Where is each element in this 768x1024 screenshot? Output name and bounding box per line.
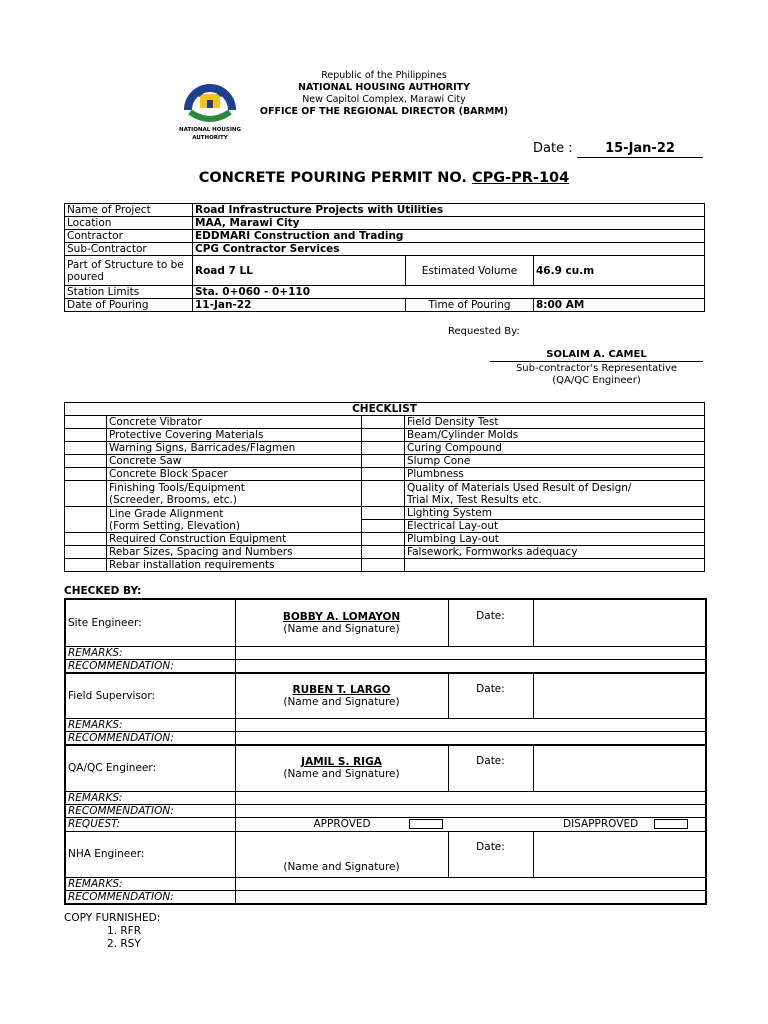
name-signature-caption: (Name and Signature) [283,695,400,708]
remarks-label: REMARKS: [65,646,235,659]
checklist-item: Field Density Test [405,416,705,429]
checkbox-cell[interactable] [65,442,107,455]
structure-part-value: Road 7 LL [193,256,406,286]
checkbox-cell[interactable] [65,507,107,533]
requester-name: SOLAIM A. CAMEL [490,349,703,362]
date-field[interactable] [533,831,706,877]
checkbox-cell[interactable] [362,442,405,455]
location-label: Location [65,217,193,230]
recommendation-field[interactable] [235,659,706,673]
checkbox-cell[interactable] [65,559,107,572]
recommendation-label: RECOMMENDATION: [65,804,235,817]
nha-logo-icon [180,76,240,126]
remarks-label: REMARKS: [65,791,235,804]
checklist-item-line: Line Grade Alignment [109,507,224,520]
nha-engineer-label: NHA Engineer: [65,831,235,877]
checkbox-cell[interactable] [362,481,405,507]
permit-title-prefix: CONCRETE POURING PERMIT NO. [198,170,472,186]
agency-name: NATIONAL HOUSING AUTHORITY [298,82,470,93]
contractor-value: EDDMARI Construction and Trading [193,230,705,243]
site-engineer-name: BOBBY A. LOMAYON [282,610,401,623]
subcontractor-label: Sub-Contractor [65,243,193,256]
remarks-field[interactable] [235,646,706,659]
checklist-item [107,481,362,507]
recommendation-label: RECOMMENDATION: [65,732,235,746]
project-name-label: Name of Project [65,204,193,217]
checklist-item [405,481,705,507]
checklist-item [405,559,705,572]
copy-furnished-label: COPY FURNISHED: [64,912,161,924]
subcontractor-value: CPG Contractor Services [193,243,705,256]
office-name: OFFICE OF THE REGIONAL DIRECTOR (BARMM) [259,106,509,117]
checkbox-cell[interactable] [362,559,405,572]
requester-role-line2: (QA/QC Engineer) [552,375,641,386]
remarks-field[interactable] [235,719,706,732]
letterhead [0,70,768,118]
site-engineer-label: Site Engineer: [65,599,235,646]
nha-logo [172,76,248,142]
qa-engineer-signature[interactable] [235,745,448,791]
checkbox-cell[interactable] [65,455,107,468]
nha-engineer-signature[interactable] [235,831,448,877]
checklist-item-line: Quality of Materials Used Result of Design/ [407,481,632,494]
signatures-table [64,598,707,905]
project-name-value: Road Infrastructure Projects with Utilities [193,204,705,217]
agency-address: New Capitol Complex, Marawi City [302,94,466,105]
pouring-date-label: Date of Pouring [65,299,193,312]
request-label: REQUEST: [65,817,235,831]
disapproved-label: DISAPPROVED [563,818,639,830]
requester-role-line1: Sub-contractor's Representative [515,363,678,374]
disapproved-option[interactable] [533,817,706,831]
date-label: Date: [448,745,533,791]
structure-part-label: Part of Structure to be poured [65,256,193,286]
requested-by-label: Requested By: [448,326,520,337]
estimated-volume-value: 46.9 cu.m [534,256,705,286]
checklist-item-line: (Screeder, Brooms, etc.) [109,493,237,506]
date-field[interactable] [533,599,706,646]
station-limits-value: Sta. 0+060 - 0+110 [193,286,705,299]
copy-item: 1. RFR [107,925,141,937]
remarks-field[interactable] [235,791,706,804]
checklist-item: Protective Covering Materials [107,429,362,442]
checklist-item: Concrete Saw [107,455,362,468]
checklist-title: CHECKLIST [65,403,705,416]
date-label: Date: [448,673,533,719]
name-signature-caption: (Name and Signature) [283,768,400,781]
date-value: 15-Jan-22 [577,141,703,158]
checklist-table [64,402,705,572]
checklist-item-line: (Form Setting, Elevation) [109,519,241,532]
checkbox-cell[interactable] [362,468,405,481]
checkbox-cell[interactable] [65,546,107,559]
checklist-item: Warning Signs, Barricades/Flagmen [107,442,362,455]
checklist-item: Lighting System [405,507,705,520]
permit-number: CPG-PR-104 [471,170,570,186]
checklist-item: Falsework, Formworks adequacy [405,546,705,559]
contractor-label: Contractor [65,230,193,243]
logo-caption-1: NATIONAL HOUSING [178,127,242,133]
qa-engineer-label: QA/QC Engineer: [65,745,235,791]
checklist-item: Required Construction Equipment [107,533,362,546]
checklist-item: Plumbing Lay-out [405,533,705,546]
checkbox-cell[interactable] [362,546,405,559]
recommendation-field[interactable] [235,732,706,746]
project-info-table [64,203,705,312]
checklist-item: Slump Cone [405,455,705,468]
field-supervisor-label: Field Supervisor: [65,673,235,719]
date-field[interactable] [533,745,706,791]
checklist-item-line: Finishing Tools/Equipment [109,481,245,494]
field-supervisor-signature[interactable] [235,673,448,719]
checkbox-cell[interactable] [65,429,107,442]
pouring-time-label: Time of Pouring [406,299,534,312]
name-signature-caption: (Name and Signature) [283,860,400,873]
qa-engineer-name: JAMIL S. RIGA [301,756,382,769]
site-engineer-signature[interactable] [235,599,448,646]
checklist-item: Rebar installation requirements [107,559,362,572]
requester-role [490,363,703,387]
approved-label: APPROVED [313,818,371,830]
logo-caption-2: AUTHORITY [192,135,228,141]
checkbox-cell[interactable] [362,507,405,520]
checklist-item: Concrete Vibrator [107,416,362,429]
checkbox-cell[interactable] [65,481,107,507]
checkbox-cell[interactable] [65,416,107,429]
pouring-date-value: 11-Jan-22 [193,299,406,312]
name-signature-caption: (Name and Signature) [283,622,400,635]
checklist-item [107,507,362,533]
checkbox-cell[interactable] [362,520,405,533]
remarks-field[interactable] [235,877,706,890]
checkbox-cell[interactable] [362,455,405,468]
checklist-item: Plumbness [405,468,705,481]
pouring-time-value: 8:00 AM [534,299,705,312]
checked-by-label: CHECKED BY: [64,585,142,597]
checklist-item-line: Trial Mix, Test Results etc. [407,493,542,506]
checklist-item: Electrical Lay-out [405,520,705,533]
recommendation-field[interactable] [235,804,706,817]
permit-title [0,170,768,186]
checklist-item: Concrete Block Spacer [107,468,362,481]
approved-option[interactable] [235,817,533,831]
date-label: Date: [448,831,533,877]
disapproved-checkbox[interactable] [654,819,688,829]
copy-item: 2. RSY [107,938,141,950]
remarks-label: REMARKS: [65,877,235,890]
location-value: MAA, Marawi City [193,217,705,230]
republic-line: Republic of the Philippines [321,70,447,81]
checkbox-cell[interactable] [65,468,107,481]
checklist-item: Beam/Cylinder Molds [405,429,705,442]
date-label: Date : [533,141,573,156]
recommendation-field[interactable] [235,890,706,904]
date-field[interactable] [533,673,706,719]
station-limits-label: Station Limits [65,286,193,299]
checkbox-cell[interactable] [362,429,405,442]
approved-checkbox[interactable] [409,819,443,829]
checkbox-cell[interactable] [65,533,107,546]
recommendation-label: RECOMMENDATION: [65,890,235,904]
date-label: Date: [448,599,533,646]
copy-furnished [64,912,160,951]
estimated-volume-label: Estimated Volume [406,256,534,286]
recommendation-label: RECOMMENDATION: [65,659,235,673]
checkbox-cell[interactable] [362,533,405,546]
checkbox-cell[interactable] [362,416,405,429]
field-supervisor-name: RUBEN T. LARGO [292,683,391,696]
remarks-label: REMARKS: [65,719,235,732]
checklist-item: Curing Compound [405,442,705,455]
checklist-item: Rebar Sizes, Spacing and Numbers [107,546,362,559]
